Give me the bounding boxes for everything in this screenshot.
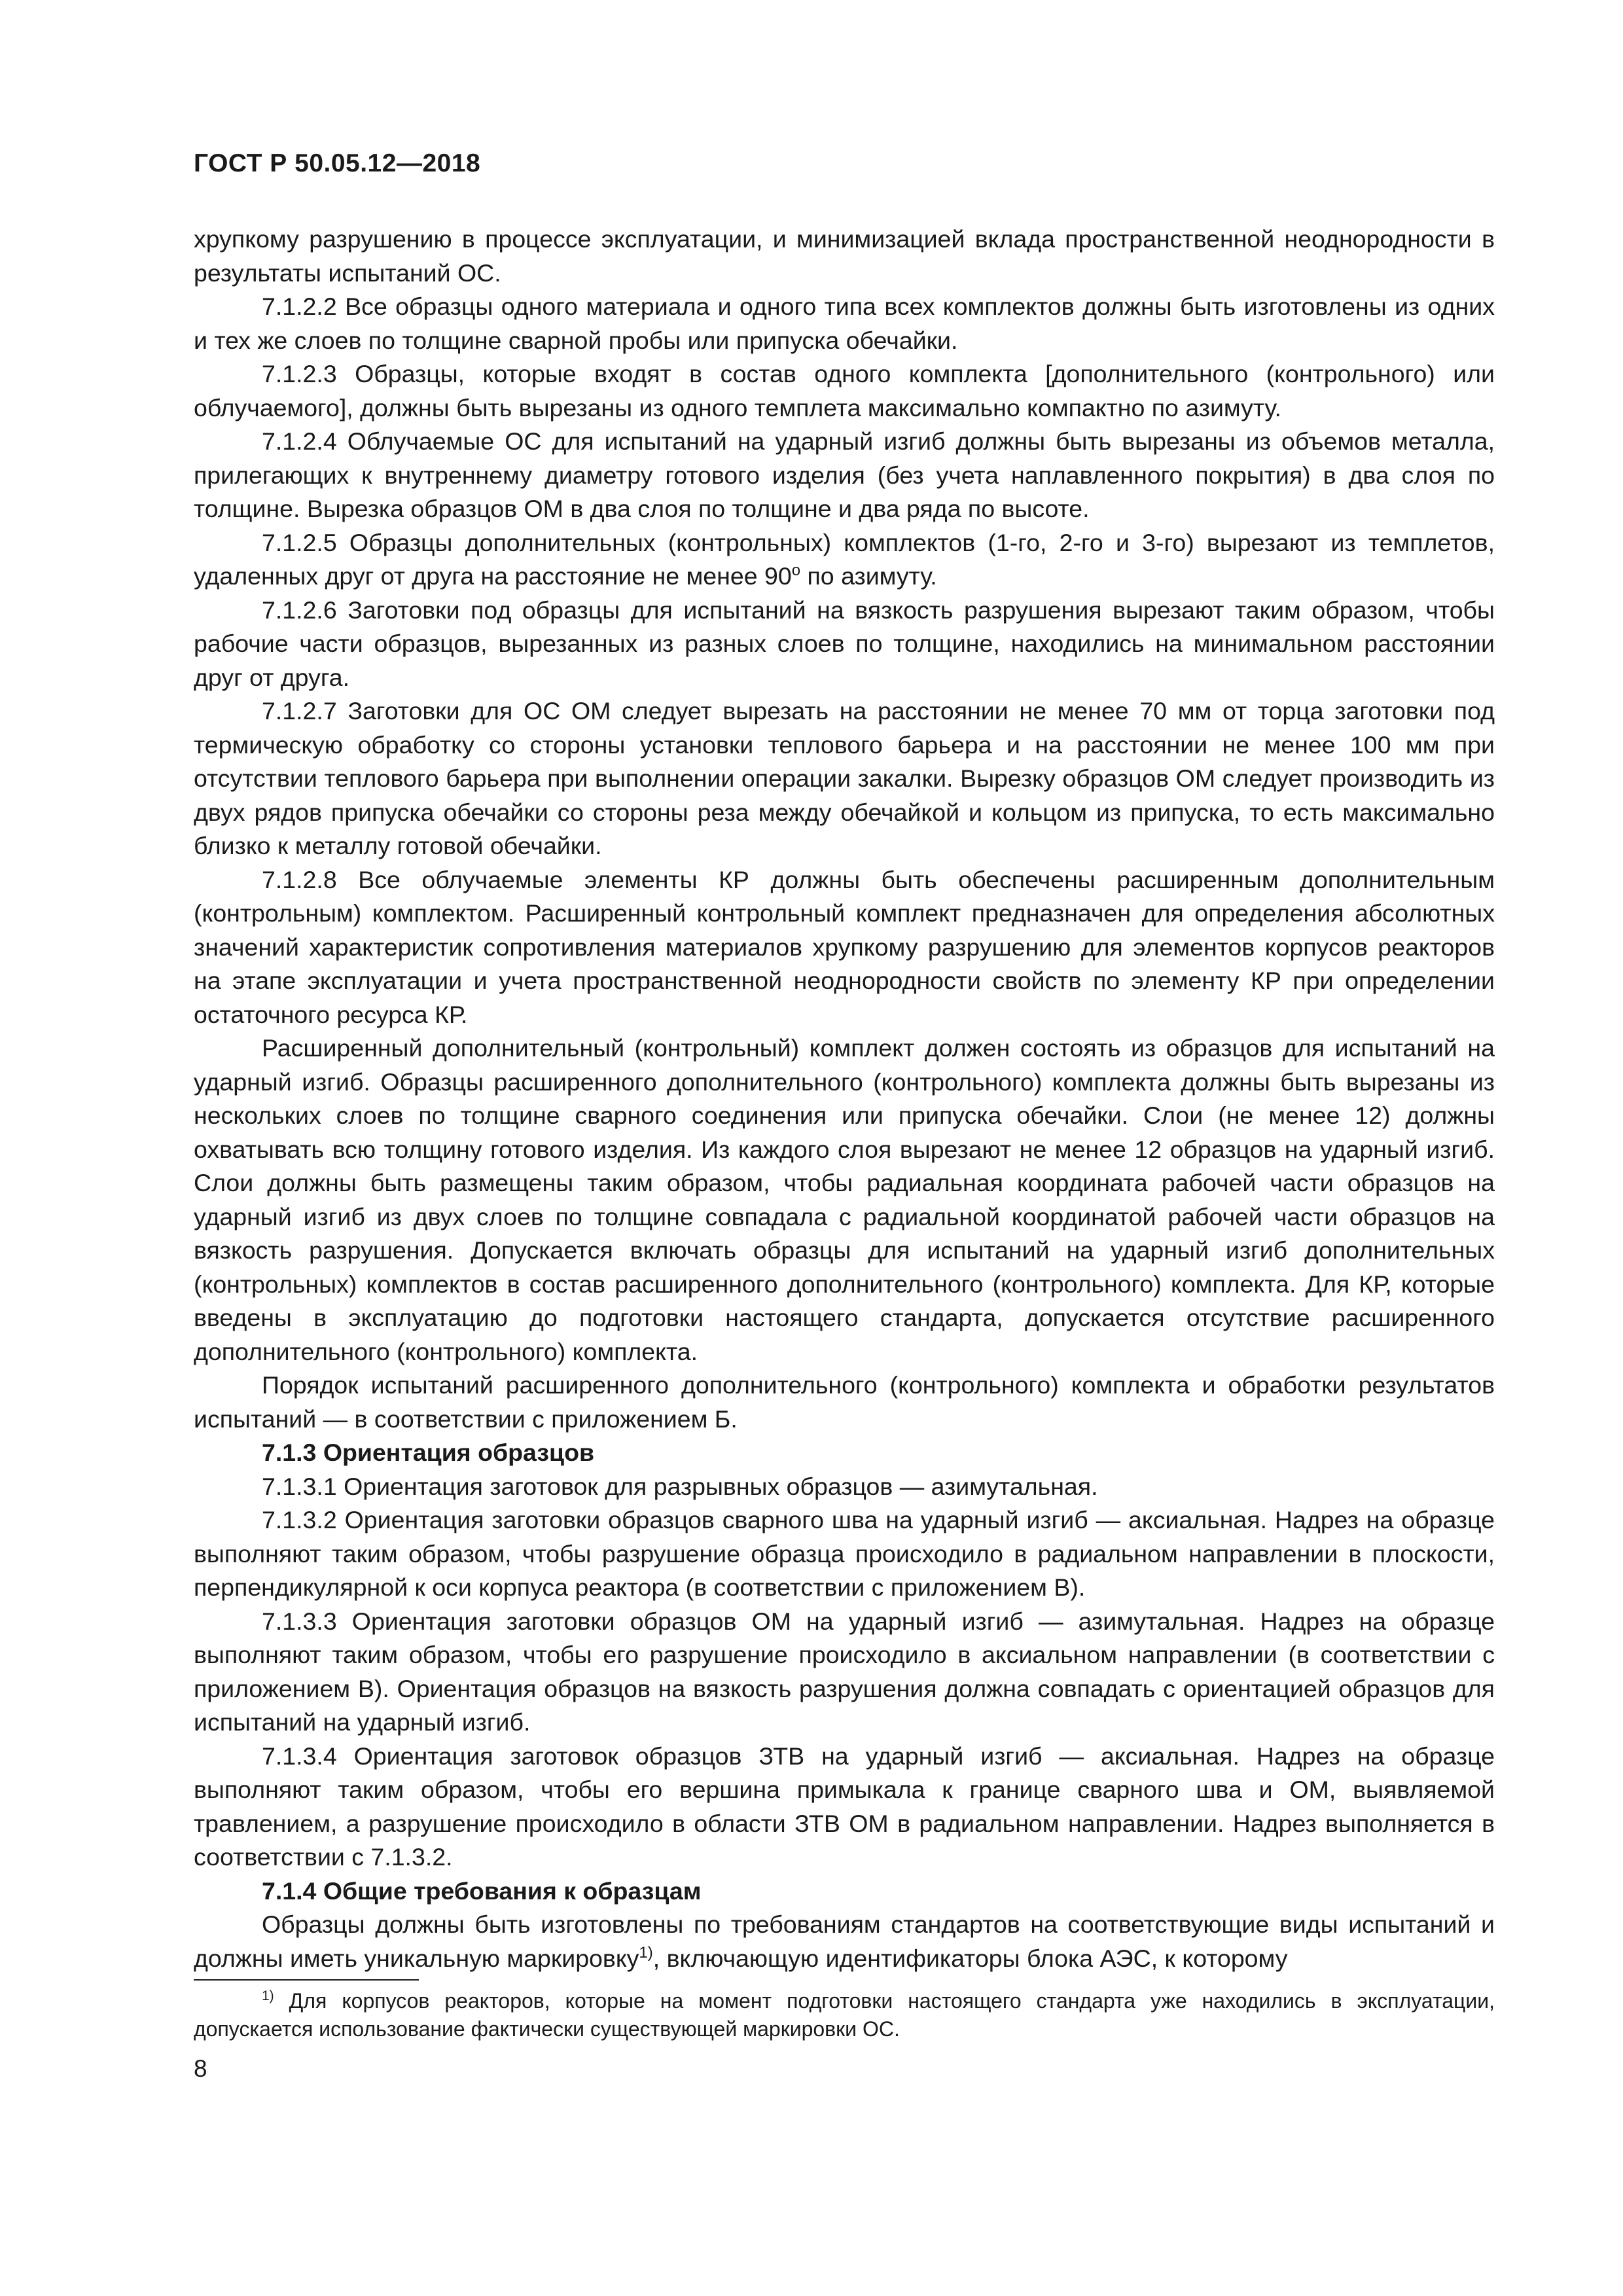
paragraph-7-1-2-4: 7.1.2.4 Облучаемые ОС для испытаний на ударный изгиб должны быть вырезаны из объемов металла, прилегающих к внутреннему диаметру готового изделия (без учета наплавленного покрытия) в два слоя по толщине. Вырезка образцов ОМ в два слоя по толщине и два ряда по высоте. <box>194 427 1495 522</box>
paragraph-7-1-3-1: 7.1.3.1 Ориентация заготовок для разрывных образцов — азимутальная. <box>262 1472 1098 1500</box>
heading-7-1-4: 7.1.4 Общие требования к образцам <box>262 1876 702 1905</box>
paragraph-7-1-4-tail: , включающую идентификаторы блока АЭС, к которому <box>652 1944 1288 1972</box>
paragraph-7-1-2-6: 7.1.2.6 Заготовки под образцы для испытаний на вязкость разрушения вырезают таким образом, чтобы рабочие части образцов, вырезанных из разных слоев по толщине, находились на минимальном расстоянии друг от друга. <box>194 596 1495 691</box>
paragraph-7-1-3-4: 7.1.3.4 Ориентация заготовок образцов ЗТВ на ударный изгиб — аксиальная. Надрез на образце выполняют таким образом, чтобы его вершина примыкала к границе сварного шва и ОМ, выявляемой травлением, а разрушение происходило в области ЗТВ ОМ в радиальном направлении. Надрез выполняется в соответствии с 7.1.3.2. <box>194 1742 1495 1871</box>
paragraph-7-1-3-3: 7.1.3.3 Ориентация заготовки образцов ОМ на ударный изгиб — азимутальная. Надрез на образце выполняют таким образом, чтобы его разрушение происходило в аксиальном направлении (в соответствии с приложением В). Ориентация образцов на вязкость разрушения должна совпадать с ориентацией образцов для испытаний на ударный изгиб. <box>194 1607 1495 1736</box>
paragraph-extended-set: Расширенный дополнительный (контрольный) комплект должен состоять из образцов для испытаний на ударный изгиб. Образцы расширенного дополнительного (контрольного) комплекта должны быть вырезаны из нескольких слоев по толщине сварного соединения или припуска обечайки. Слои (не менее 12) должны охватывать всю толщину готового изделия. Из каждого слоя вырезают не менее 12 образцов на ударный изгиб. Слои должны быть размещены таким образом, чтобы радиальная координата рабочей части образцов на ударный изгиб из двух слоев по толщине совпадала с радиальной координатой рабочей части образцов на вязкость разрушения. Допускается включать образцы для испытаний на ударный изгиб дополнительных (контрольных) комплектов в состав расширенного дополнительного (контрольного) комплекта. Для КР, которые введены в эксплуатацию до подготовки настоящего стандарта, допускается отсутствие расширенного дополнительного (контрольного) комплекта. <box>194 1034 1495 1365</box>
paragraph-continuation: хрупкому разрушению в процессе эксплуатации, и минимизацией вклада пространственной неоднородности в результаты испытаний ОС. <box>194 225 1495 287</box>
document-header: ГОСТ Р 50.05.12—2018 <box>194 149 481 177</box>
page-number: 8 <box>194 2055 207 2082</box>
body-text <box>194 223 1495 1975</box>
footnote <box>194 1987 1495 2043</box>
paragraph-7-1-3-2: 7.1.3.2 Ориентация заготовки образцов сварного шва на ударный изгиб — аксиальная. Надрез на образце выполняют таким образом, чтобы разрушение образца происходило в радиальном направлении в плоскости, перпендикулярной к оси корпуса реактора (в соответствии с приложением В). <box>194 1506 1495 1601</box>
paragraph-test-procedure: Порядок испытаний расширенного дополнительного (контрольного) комплекта и обработки результатов испытаний — в соответствии с приложением Б. <box>194 1371 1495 1433</box>
paragraph-7-1-2-7: 7.1.2.7 Заготовки для ОС ОМ следует вырезать на расстоянии не менее 70 мм от торца заготовки под термическую обработку со стороны установки теплового барьера и на расстоянии не менее 100 мм при отсутствии теплового барьера при выполнении операции закалки. Вырезку образцов ОМ следует производить из двух рядов припуска обечайки со стороны реза между обечайкой и кольцом из припуска, то есть максимально близко к металлу готовой обечайки. <box>194 697 1495 859</box>
paragraph-7-1-2-3: 7.1.2.3 Образцы, которые входят в состав одного комплекта [дополнительного (контрольного) или облучаемого], должны быть вырезаны из одного темплета максимально компактно по азимуту. <box>194 360 1495 422</box>
paragraph-7-1-2-2: 7.1.2.2 Все образцы одного материала и одного типа всех комплектов должны быть изготовлены из одних и тех же слоев по толщине сварной пробы или припуска обечайки. <box>194 293 1495 354</box>
degree-mark: о <box>791 562 801 579</box>
footnote-marker: 1) <box>262 1988 274 2003</box>
footnote-separator <box>194 1979 419 1981</box>
paragraph-7-1-2-5-tail: по азимуту. <box>800 562 937 590</box>
paragraph-7-1-2-8: 7.1.2.8 Все облучаемые элементы КР должны быть обеспечены расширенным дополнительным (контрольным) комплектом. Расширенный контрольный комплект предназначен для определения абсолютных значений характеристик сопротивления материалов хрупкому разрушению для элементов корпусов реакторов на этапе эксплуатации и учета пространственной неоднородности свойств по элементу КР при определении остаточного ресурса КР. <box>194 865 1495 1028</box>
paragraph-7-1-2-5-text: 7.1.2.5 Образцы дополнительных (контрольных) комплектов (1-го, 2-го и 3-го) вырезают из темплетов, удаленных друг от друга на расстояние не менее 90 <box>194 528 1495 590</box>
paragraph-7-1-2-5 <box>194 526 1495 594</box>
heading-7-1-3: 7.1.3 Ориентация образцов <box>262 1439 595 1466</box>
footnote-reference: 1) <box>639 1943 653 1962</box>
footnote-text: Для корпусов реакторов, которые на момент подготовки настоящего стандарта уже находились в эксплуатации, допускается использование фактически существующей маркировки ОС. <box>194 1989 1495 2041</box>
paragraph-7-1-4-text: Образцы должны быть изготовлены по требованиям стандартов на соответствующие виды испытаний и должны иметь уникальную маркировку <box>194 1910 1495 1972</box>
paragraph-7-1-4 <box>194 1908 1495 1975</box>
